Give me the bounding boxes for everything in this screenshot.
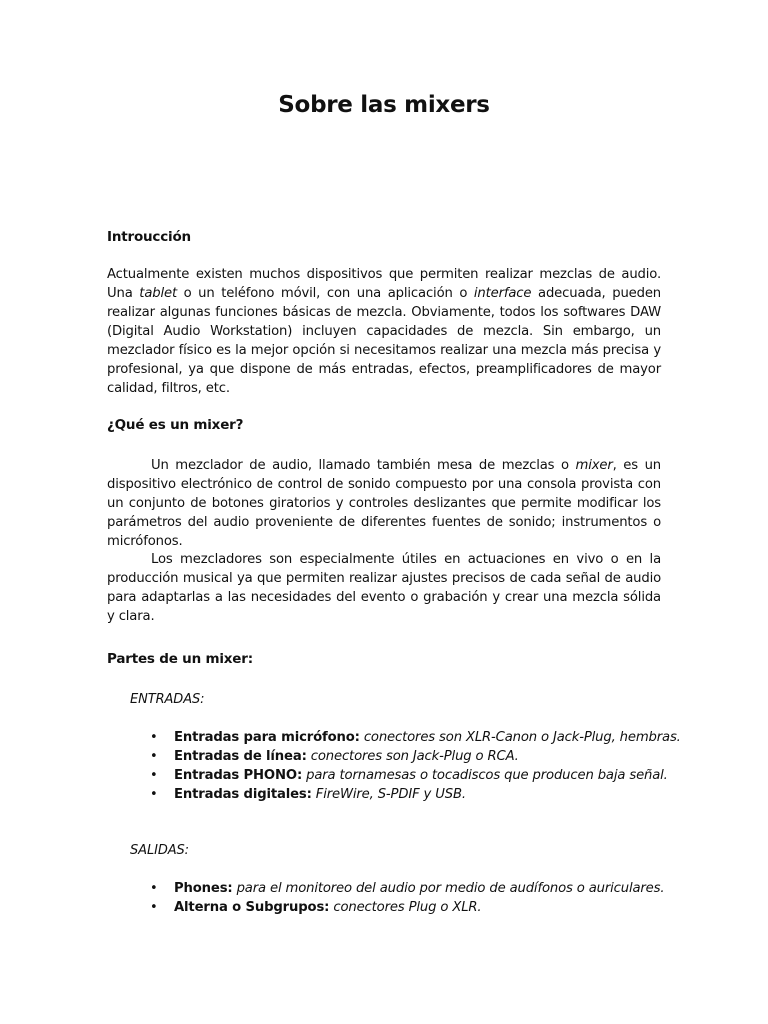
list-item — [150, 898, 664, 917]
bullet-icon: • — [150, 787, 158, 802]
item-term: Entradas digitales: — [174, 787, 312, 802]
item-term: Entradas de línea: — [174, 749, 307, 764]
list-item — [150, 879, 664, 898]
intro-paragraph — [107, 265, 661, 398]
bullet-icon: • — [150, 881, 158, 896]
item-desc: conectores son Jack-Plug o RCA. — [310, 749, 519, 764]
list-item — [150, 785, 681, 804]
page-title: Sobre las mixers — [278, 92, 490, 118]
item-desc: para el monitoreo del audio por medio de audífonos o auriculares. — [236, 881, 665, 896]
inputs-label: ENTRADAS: — [130, 692, 205, 707]
item-term: Alterna o Subgrupos: — [174, 900, 330, 915]
list-item — [150, 747, 681, 766]
bullet-icon: • — [150, 730, 158, 745]
inputs-list — [150, 728, 681, 804]
item-term: Entradas para micrófono: — [174, 730, 360, 745]
what-text-b: , es un dispositivo electrónico de control de sonido compuesto por una consola provista con un conjunto de botones giratorios y controles deslizantes que permite modificar los parámetros del audio proveniente de diferentes fuentes de sonido; instrumentos o micrófonos. — [107, 458, 661, 549]
item-desc: FireWire, S-PDIF y USB. — [315, 787, 466, 802]
outputs-label: SALIDAS: — [130, 843, 189, 858]
intro-text-c: adecuada, pueden realizar algunas funciones básicas de mezcla. Obviamente, todos los softwares DAW (Digital Audio Workstation) incluyen capacidades de mezcla. Sin embargo, un mezclador físico es la mejor opción si necesitamos realizar una mezcla más precisa y profesional, ya que dispone de más entradas, efectos, preamplificadores de mayor calidad, filtros, etc. — [107, 286, 662, 396]
item-term: Entradas PHONO: — [174, 768, 303, 783]
what-paragraph-1 — [107, 456, 661, 551]
list-item — [150, 766, 681, 785]
what-paragraph-2: Los mezcladores son especialmente útiles en actuaciones en vivo o en la producción musical ya que permiten realizar ajustes precisos de cada señal de audio para adaptarlas a las necesidades del evento o grabación y crear una mezcla sólida y clara. — [107, 552, 661, 624]
bullet-icon: • — [150, 768, 158, 783]
bullet-icon: • — [150, 900, 158, 915]
intro-text-interface: interface — [473, 286, 532, 301]
item-desc: conectores Plug o XLR. — [333, 900, 482, 915]
intro-text-b: o un teléfono móvil, con una aplicación o — [176, 286, 474, 301]
parts-heading: Partes de un mixer: — [107, 651, 253, 667]
what-text-a: Un mezclador de audio, llamado también mesa de mezclas o — [151, 458, 576, 473]
what-heading: ¿Qué es un mixer? — [107, 417, 244, 433]
bullet-icon: • — [150, 749, 158, 764]
outputs-list — [150, 879, 664, 917]
intro-text-tablet: tablet — [139, 286, 177, 301]
what-text-mixer: mixer — [575, 458, 613, 473]
item-term: Phones: — [174, 881, 233, 896]
list-item — [150, 728, 681, 747]
intro-text-a: Actualmente existen muchos dispositivos que permiten realizar mezclas de audio. Una — [107, 267, 661, 301]
item-desc: conectores son XLR-Canon o Jack-Plug, hembras. — [363, 730, 681, 745]
item-desc: para tornamesas o tocadiscos que producen baja señal. — [306, 768, 668, 783]
intro-heading: Introucción — [107, 229, 191, 245]
